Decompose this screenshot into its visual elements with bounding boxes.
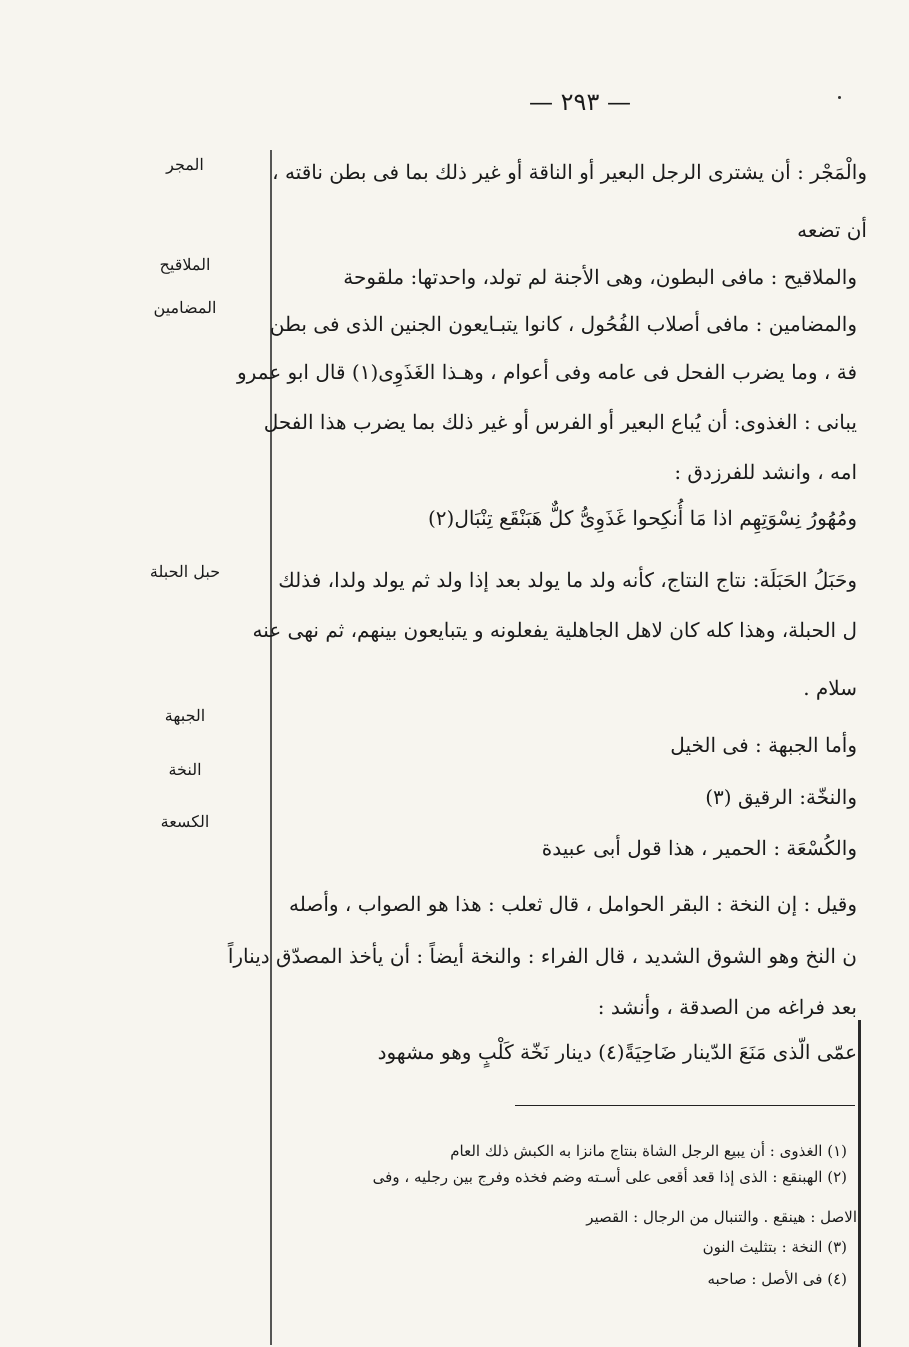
body-line: والكُسْعَة : الحمير ، هذا قول أبى عبيدة bbox=[541, 836, 857, 860]
margin-note: الملاقيح bbox=[159, 255, 211, 274]
footnote: (٤) فى الأصل : صاحبه bbox=[707, 1270, 847, 1288]
body-line: والملاقيح : مافى البطون، وهى الأجنة لم تولد، واحدتها: ملقوحة bbox=[343, 265, 857, 289]
body-line: وقيل : إن النخة : البقر الحوامل ، قال ثعلب : هذا هو الصواب ، وأصله bbox=[289, 892, 857, 916]
body-line: والْمَجْر : أن يشترى الرجل البعير أو الناقة أو غير ذلك بما فى بطن ناقته ، bbox=[272, 160, 867, 184]
body-line: وحَبَلُ الحَبَلَة: نتاج النتاج، كأنه ولد ما يولد بعد إذا ولد ثم يولد ولدا، فذلك bbox=[278, 568, 857, 592]
margin-note: حبل الحبلة bbox=[149, 562, 221, 581]
body-line: سلام . bbox=[803, 676, 857, 700]
page-edge-shadow bbox=[858, 1020, 861, 1347]
page-number: — ٢٩٣ — bbox=[529, 88, 631, 116]
verse-line: عمّى الّذى مَنَعَ الدّينار ضَاحِيَةً(٤) دينار نَخّة كَلْبٍ وهو مشهود bbox=[377, 1040, 857, 1064]
body-line: والنخّة: الرقيق (٣) bbox=[705, 785, 857, 809]
body-line: أن تضعه bbox=[797, 218, 867, 242]
footnote: الاصل : هينقع . والتنبال من الرجال : القصير bbox=[586, 1208, 857, 1226]
footnote: (١) الغذوى : أن يبيع الرجل الشاة بنتاج مانزا به الكبش ذلك العام bbox=[450, 1142, 847, 1160]
body-line: وأما الجبهة : فى الخيل bbox=[670, 733, 857, 757]
body-line: ل الحبلة، وهذا كله كان لاهل الجاهلية يفعلونه و يتبايعون بينهم، ثم نهى عنه bbox=[252, 618, 857, 642]
body-line: يبانى : الغذوى: أن يُباع البعير أو الفرس أو غير ذلك بما يضرب هذا الفحل bbox=[263, 410, 857, 434]
body-line: امه ، وانشد للفرزدق : bbox=[674, 460, 857, 484]
footnote: (٢) الهبنقع : الذى إذا قعد أقعى على أسـته وضم فخذه وفرج بين رجليه ، وفى bbox=[372, 1168, 847, 1186]
margin-note: المضامين bbox=[153, 298, 217, 317]
margin-note: الكسعة bbox=[160, 812, 210, 831]
body-line: ن النخ وهو الشوق الشديد ، قال الفراء : والنخة أيضاً : أن يأخذ المصدّق ديناراً bbox=[227, 944, 857, 968]
margin-note: الجبهة bbox=[164, 706, 206, 725]
footnote: (٣) النخة : بتثليث النون bbox=[702, 1238, 847, 1256]
margin-note: المجر bbox=[166, 155, 204, 174]
margin-note: النخة bbox=[168, 760, 202, 779]
page-speck bbox=[838, 96, 841, 99]
footnote-separator bbox=[515, 1105, 855, 1106]
verse-line: ومُهُورُ نِسْوَتِهِم اذا مَا أُنكِحوا غَذَوِىُّ كلٌّ هَبَنْقَع تِنْبَال(٢) bbox=[427, 506, 857, 530]
body-line: بعد فراغه من الصدقة ، وأنشد : bbox=[597, 995, 857, 1019]
body-line: والمضامين : مافى أصلاب الفُحُول ، كانوا يتبـايعون الجنين الذى فى بطن bbox=[269, 312, 857, 336]
body-line: فة ، وما يضرب الفحل فى عامه وفى أعوام ، وهـذا الغَذَوِى(١) قال ابو عمرو bbox=[236, 360, 857, 384]
